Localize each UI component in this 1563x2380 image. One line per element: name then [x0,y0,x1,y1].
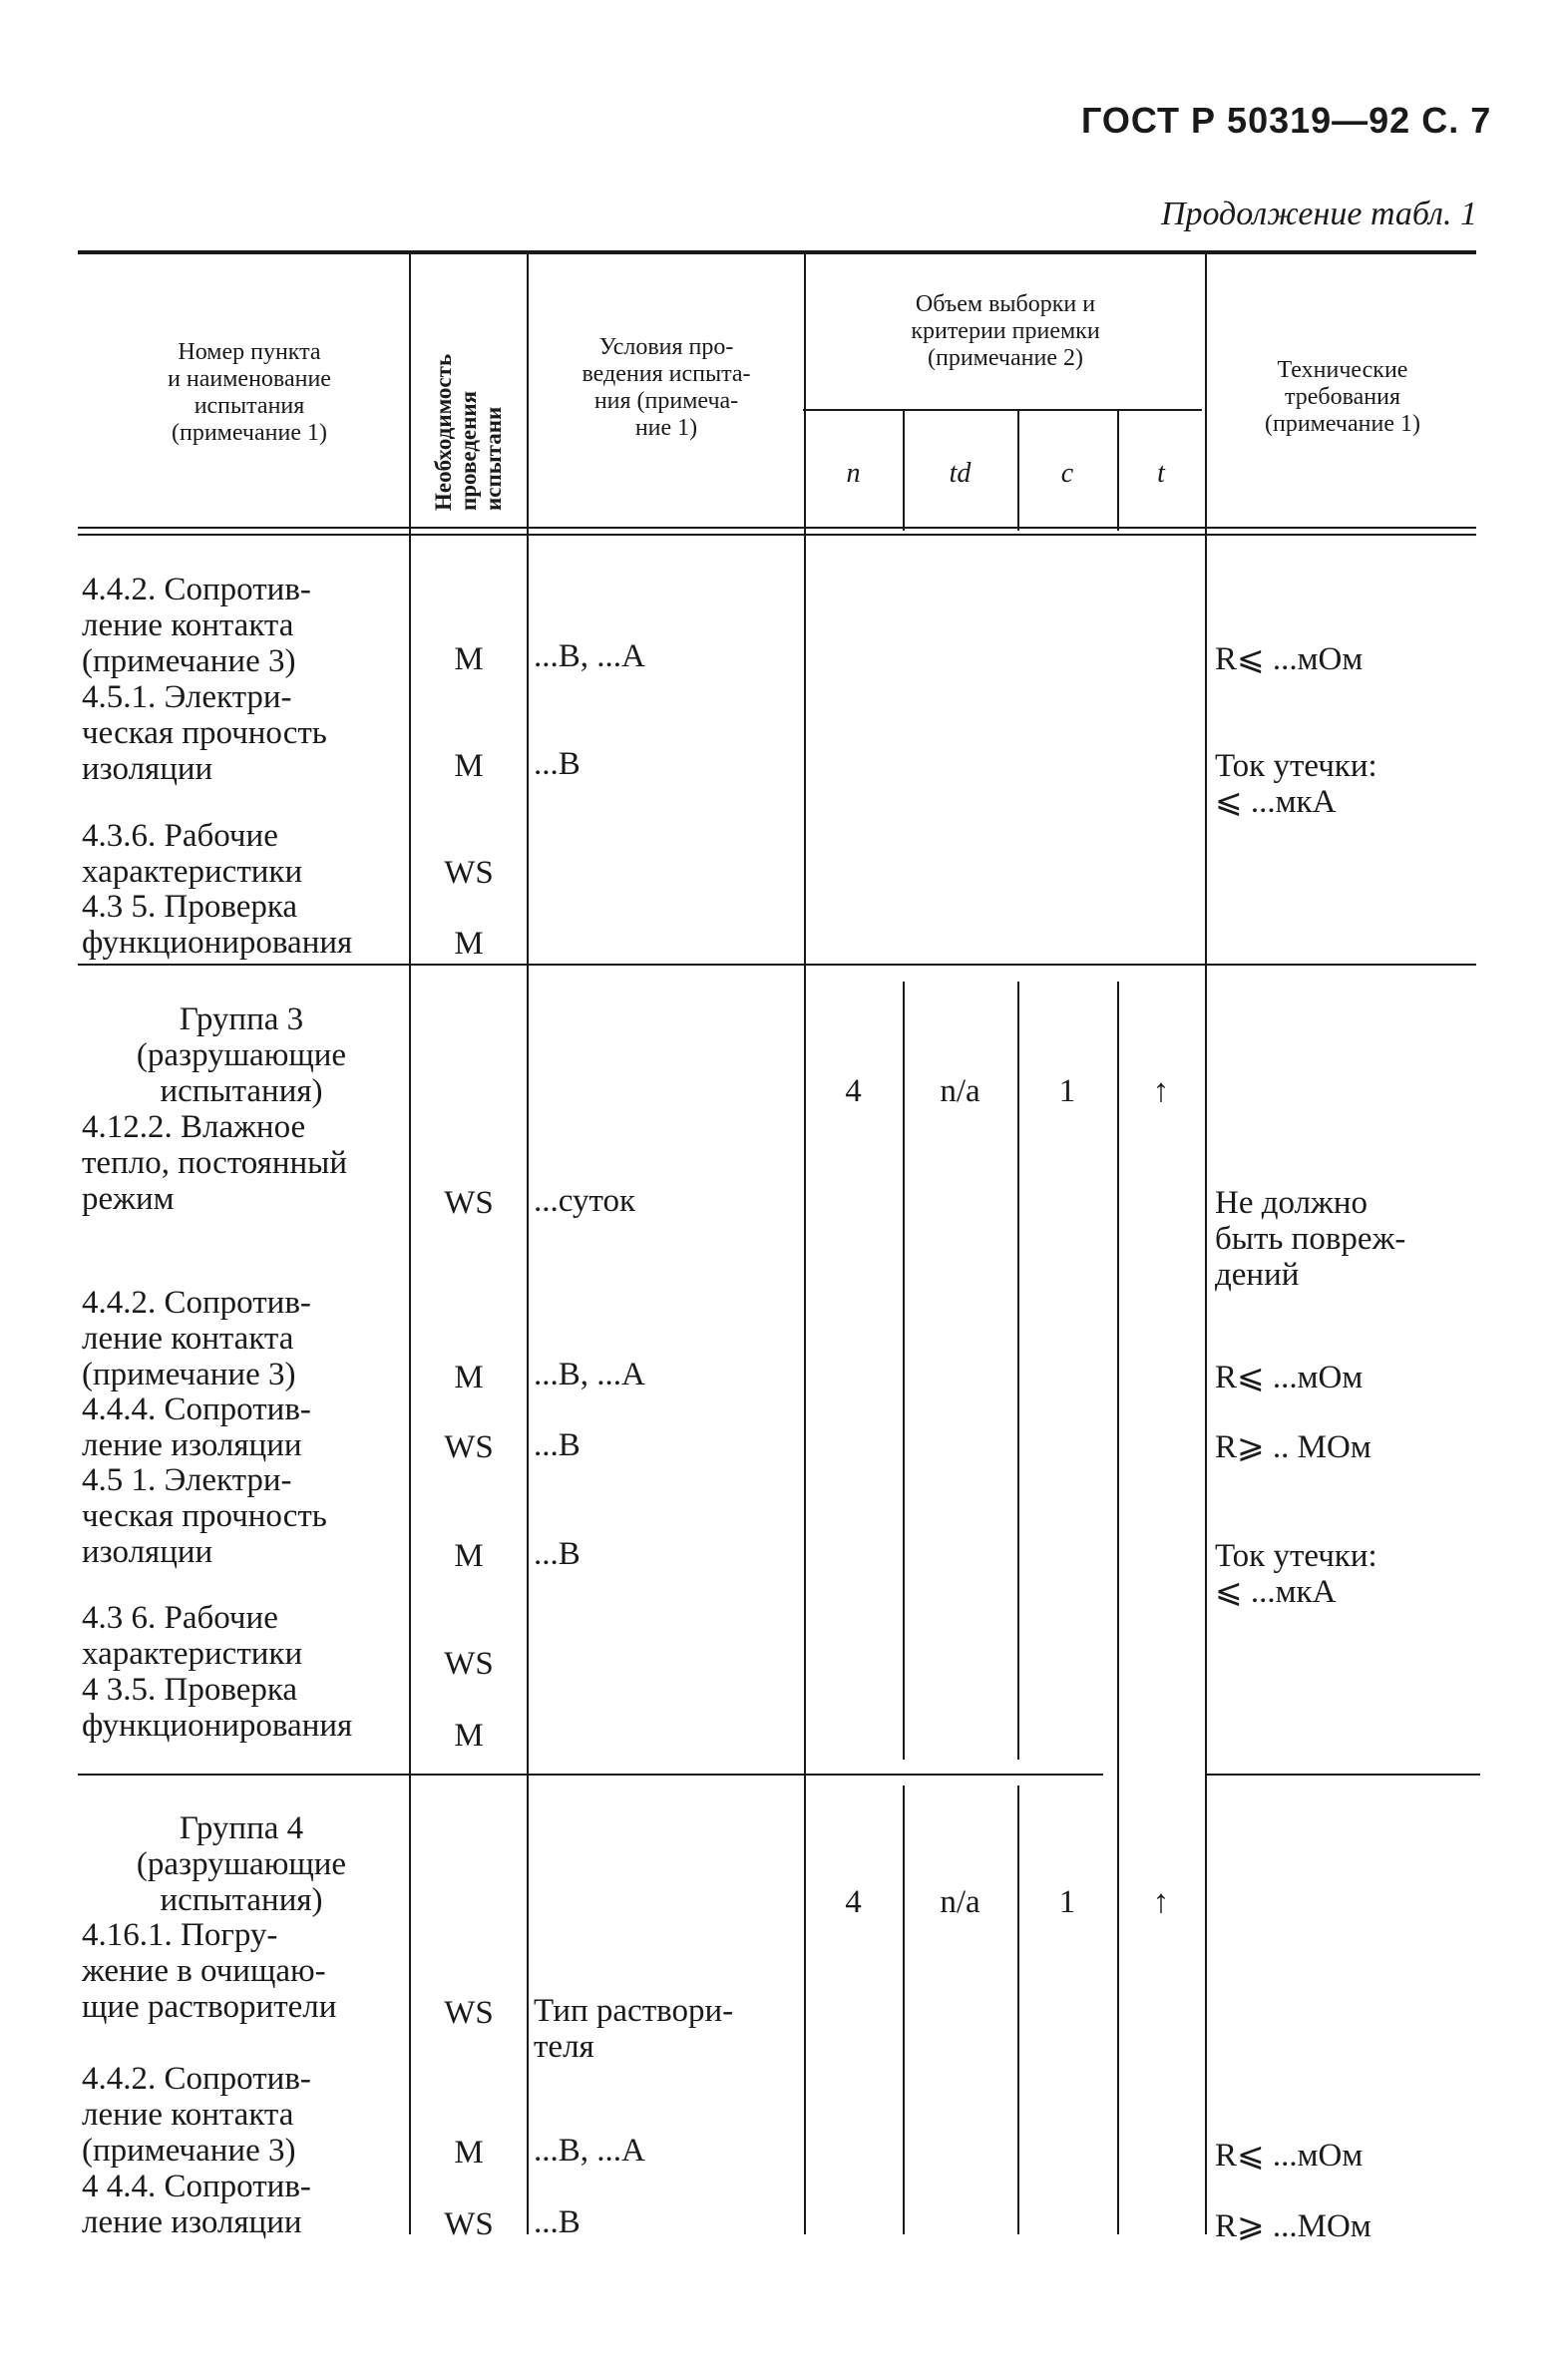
technical-requirement: Не должно быть повреж- дений [1215,1185,1406,1293]
test-condition: ...В [534,1427,581,1463]
group-heading: Группа 3 (разрушающие испытания) [136,1001,347,1109]
necessity-value: WS [444,1185,494,1221]
sample-td: n/a [940,1884,980,1920]
column-header-t: t [1157,458,1165,489]
group-separator-rule [1207,1774,1480,1776]
necessity-value: WS [444,1995,494,2031]
test-condition: ...В, ...А [534,1357,645,1392]
test-condition: ...В [534,746,581,782]
technical-requirement: R⩽ ...мОм [1215,1360,1364,1395]
necessity-value: M [454,926,484,962]
column-divider [1017,1785,1019,2234]
column-header-item: Номер пункта и наименование испытания (примечание 1) [168,339,331,446]
sample-subheader-rule [803,409,1202,411]
test-item: 4.5 1. Электри- ческая прочность изоляции [82,1462,327,1570]
test-item: 4 4.4. Сопротив- ление изоляции [82,2169,311,2240]
test-condition: ...В, ...А [534,2133,645,2169]
test-condition: ...суток [534,1183,635,1219]
sample-c: 1 [1058,1884,1076,1920]
column-header-necessity: Необходимость проведения испытани [431,353,506,511]
table-continuation-caption: Продолжение табл. 1 [1160,196,1477,232]
test-condition: ...В, ...А [534,638,645,674]
test-item: 4.4.2. Сопротив- ление контакта (примечание 3) [82,1285,311,1392]
technical-requirement: R⩽ ...мОм [1215,2138,1364,2174]
column-header-c: c [1060,458,1074,489]
group-separator-rule [78,1774,1103,1776]
test-item: 4.3 5. Проверка функционирования [82,889,353,961]
necessity-value: M [454,748,484,784]
technical-requirement: Ток утечки: ⩽ ...мкА [1215,1538,1377,1610]
column-divider [1117,982,1119,2234]
column-header-requirements: Технические требования (примечание 1) [1265,357,1420,437]
necessity-value: M [454,1538,484,1574]
test-item: 4.3 6. Рабочие характеристики [82,1600,303,1672]
test-item: 4.5.1. Электри- ческая прочность изоляции [82,679,327,787]
sample-n: 4 [845,1884,862,1920]
sample-td: n/a [940,1073,980,1109]
column-header-sample: Объем выборки и критерии приемки (примечание 2) [911,291,1100,371]
column-header-td: td [949,458,972,489]
test-item: 4.4.4. Сопротив- ление изоляции [82,1391,311,1463]
column-header-conditions: Условия про- ведения испыта- ния (примеча- ние 1) [582,334,751,441]
sample-n: 4 [845,1073,862,1109]
necessity-value: M [454,641,484,677]
group-separator-rule [78,964,1476,966]
group-heading: Группа 4 (разрушающие испытания) [136,1810,347,1918]
table-top-rule [78,250,1476,254]
test-item: 4.4.2. Сопротив- ление контакта (примечание 3) [82,2061,311,2169]
column-divider [1205,254,1207,2234]
column-header-n: n [846,458,861,489]
test-item: 4.4.2. Сопротив- ление контакта (примечание 3) [82,572,311,679]
column-divider [409,254,411,2234]
technical-requirement: R⩾ ...МОм [1215,2208,1371,2244]
header-bottom-rule-1 [78,527,1476,529]
sample-t: ↑ [1152,1884,1170,1920]
sample-c: 1 [1058,1073,1076,1109]
test-item: 4.12.2. Влажное тепло, постоянный режим [82,1109,348,1217]
header-bottom-rule-2 [78,534,1476,536]
test-item: 4.3.6. Рабочие характеристики [82,818,303,890]
column-divider [903,1785,905,2234]
column-divider [804,254,806,2234]
test-condition: Тип раствори- теля [534,1993,734,2065]
sample-t: ↑ [1152,1073,1170,1109]
test-item: 4.16.1. Погру- жение в очищаю- щие растворители [82,1917,337,2025]
necessity-value: M [454,2135,484,2171]
test-condition: ...В [534,2204,581,2240]
technical-requirement: R⩽ ...мОм [1215,641,1364,677]
technical-requirement: R⩾ .. МОм [1215,1429,1371,1465]
technical-requirement: Ток утечки: ⩽ ...мкА [1215,748,1377,820]
document-reference: ГОСТ Р 50319—92 С. 7 [1081,100,1492,141]
test-condition: ...В [534,1536,581,1572]
column-divider [527,254,529,2234]
necessity-value: WS [444,855,494,891]
necessity-value: M [454,1360,484,1395]
necessity-value: M [454,1718,484,1754]
necessity-value: WS [444,1429,494,1465]
test-item: 4 3.5. Проверка функционирования [82,1672,353,1744]
necessity-value: WS [444,1646,494,1682]
necessity-value: WS [444,2206,494,2242]
